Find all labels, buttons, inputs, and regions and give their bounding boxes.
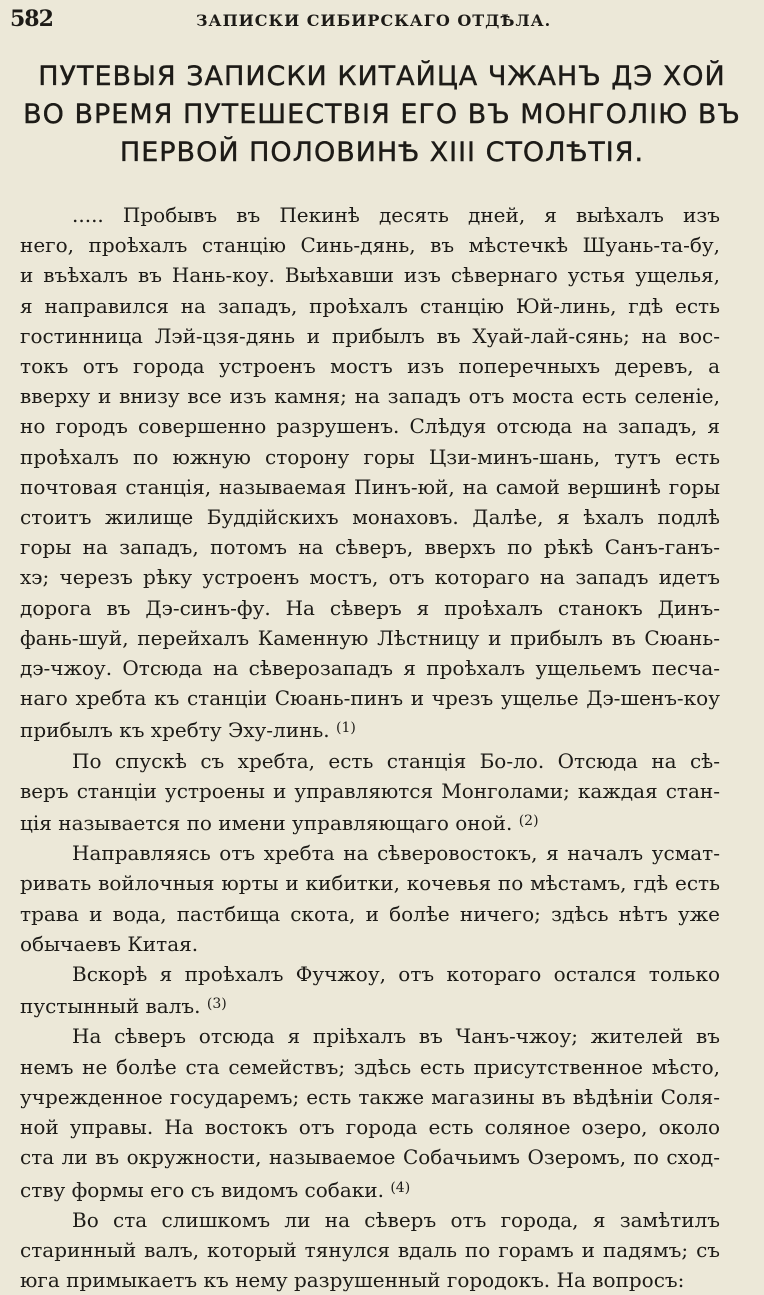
line-text: и въѣхалъ въ Нань-коу. Выѣхавши изъ сѣвернаго устья ущелья, [20,263,720,288]
article-body [20,200,720,1295]
text-line [20,1235,720,1265]
text-line [20,1052,720,1082]
text-line [20,200,720,230]
line-text: ной управы. На востокъ отъ города есть соляное озеро, около [20,1115,720,1140]
paragraph [20,200,720,746]
line-text: проѣхалъ по южную сторону горы Цзи-минъ-шань, тутъ есть [20,444,720,469]
line-text: Направляясь отъ хребта на сѣверовостокъ, я началъ усмат- [72,841,720,866]
line-text: него, проѣхалъ станцію Синь-дянь, въ мѣстечкѣ Шуань-та-бу, [20,233,720,258]
line-text: наго хребта къ станціи Сюань-пинъ и чрезъ ущелье Дэ-шенъ-коу [20,686,720,711]
page-number: 582 [10,6,53,32]
text-line [20,806,720,838]
line-text: дорога въ Дэ-синъ-фу. На сѣверъ я проѣхалъ станокъ Динъ- [20,595,720,620]
text-line [20,321,720,351]
line-text: гостинница Лэй-цзя-дянь и прибылъ въ Хуай-лай-сянь; на вос- [20,323,720,348]
text-line [20,683,720,713]
line-text: Во ста слишкомъ ли на сѣверъ отъ города, я замѣтилъ [72,1207,720,1232]
line-text: ста ли въ окружности, называемое Собачьимъ Озеромъ, по сход- [20,1145,720,1170]
text-line [20,351,720,381]
paragraph [20,1205,720,1295]
text-line [20,593,720,623]
footnote-marker: (3) [206,996,227,1013]
running-head [0,4,764,34]
journal-title: ЗАПИСКИ СИБИРСКАГО ОТДѢЛА. [196,11,552,30]
line-text: ству формы его съ видомъ собаки. [20,1177,384,1202]
title-line-1: ПУТЕВЫЯ ЗАПИСКИ КИТАЙЦА ЧЖАНЪ ДЭ ХОЙ [38,61,726,92]
article-title [0,58,764,172]
line-text: немъ не болѣе ста семействъ; здѣсь есть присутственное мѣсто, [20,1054,720,1079]
text-line [20,776,720,806]
line-text: Вскорѣ я проѣхалъ Фучжоу, отъ котораго остался только [72,962,720,987]
paragraph [20,959,720,1021]
text-line [20,291,720,321]
line-text: веръ станціи устроены и управляются Монголами; каждая стан- [20,778,720,803]
text-line [20,260,720,290]
text-line [20,502,720,532]
text-line [20,442,720,472]
line-text: стоитъ жилище Буддійскихъ монаховъ. Далѣе, я ѣхалъ подлѣ [20,505,720,530]
footnote-marker: (1) [336,720,356,737]
text-line [20,532,720,562]
footnote-marker: (4) [390,1179,411,1196]
line-text: прибылъ къ хребту Эху-линь. [20,718,330,743]
text-line [20,653,720,683]
paragraph [20,746,720,839]
line-text: вверху и внизу все изъ камня; на западъ отъ моста есть селеніе, [20,384,720,409]
line-text: юга примыкаетъ къ нему разрушенный городокъ. На вопросъ: [20,1268,685,1293]
line-text: На сѣверъ отсюда я пріѣхалъ въ Чанъ-чжоу; жителей въ [72,1024,720,1049]
line-text: обычаевъ Китая. [20,931,199,956]
paragraph [20,1021,720,1204]
title-line-2: ВО ВРЕМЯ ПУТЕШЕСТВІЯ ЕГО ВЪ МОНГОЛІЮ ВЪ [23,99,741,130]
line-text: почтовая станція, называемая Пинъ-юй, на самой вершинѣ горы [20,474,720,499]
text-line [20,1112,720,1142]
line-text: трава и вода, пастбища скота, и болѣе ничего; здѣсь нѣтъ уже [20,901,720,926]
line-text: ..... Пробывъ въ Пекинѣ десять дней, я выѣхалъ изъ [72,203,720,227]
text-line [20,472,720,502]
text-line [20,411,720,441]
line-text: горы на западъ, потомъ на сѣверъ, вверхъ по рѣкѣ Санъ-ганъ- [20,535,720,560]
text-line [20,1142,720,1172]
text-line [20,1205,720,1235]
title-line-3: ПЕРВОЙ ПОЛОВИНѢ XIII СТОЛѢТІЯ. [119,137,645,168]
paragraph [20,838,720,959]
text-line [20,1265,720,1295]
text-line [20,562,720,592]
text-line [20,230,720,260]
line-text: По спускѣ съ хребта, есть станція Бо-ло. Отсюда на сѣ- [72,748,720,773]
text-line [20,989,720,1021]
line-text: но городъ совершенно разрушенъ. Слѣдуя отсюда на западъ, я [20,414,720,439]
text-line [20,959,720,989]
line-text: я направился на западъ, проѣхалъ станцію Юй-линь, гдѣ есть [20,293,720,318]
text-line [20,713,720,745]
text-line [20,929,720,959]
footnote-marker: (2) [518,813,539,830]
text-line [20,1082,720,1112]
line-text: фань-шуй, перейхалъ Каменную Лѣстницу и прибылъ въ Сюань- [20,625,720,650]
text-line [20,1173,720,1205]
line-text: ривать войлочныя юрты и кибитки, кочевья по мѣстамъ, гдѣ есть [20,871,720,896]
text-line [20,623,720,653]
text-line [20,899,720,929]
text-line [20,746,720,776]
text-line [20,838,720,868]
line-text: пустынный валъ. [20,994,201,1019]
line-text: учрежденное государемъ; есть также магазины въ вѣдѣніи Соля- [20,1084,720,1109]
line-text: старинный валъ, который тянулся вдаль по горамъ и падямъ; съ [20,1237,720,1262]
line-text: токъ отъ города устроенъ мостъ изъ поперечныхъ деревъ, а [20,354,720,379]
text-line [20,1021,720,1051]
line-text: ція называется по имени управляющаго оной. [20,811,513,836]
line-text: хэ; черезъ рѣку устроенъ мостъ, отъ котораго на западъ идетъ [20,565,720,590]
text-line [20,381,720,411]
text-line [20,868,720,898]
line-text: дэ-чжоу. Отсюда на сѣверозападъ я проѣхалъ ущельемъ песча- [20,656,720,681]
